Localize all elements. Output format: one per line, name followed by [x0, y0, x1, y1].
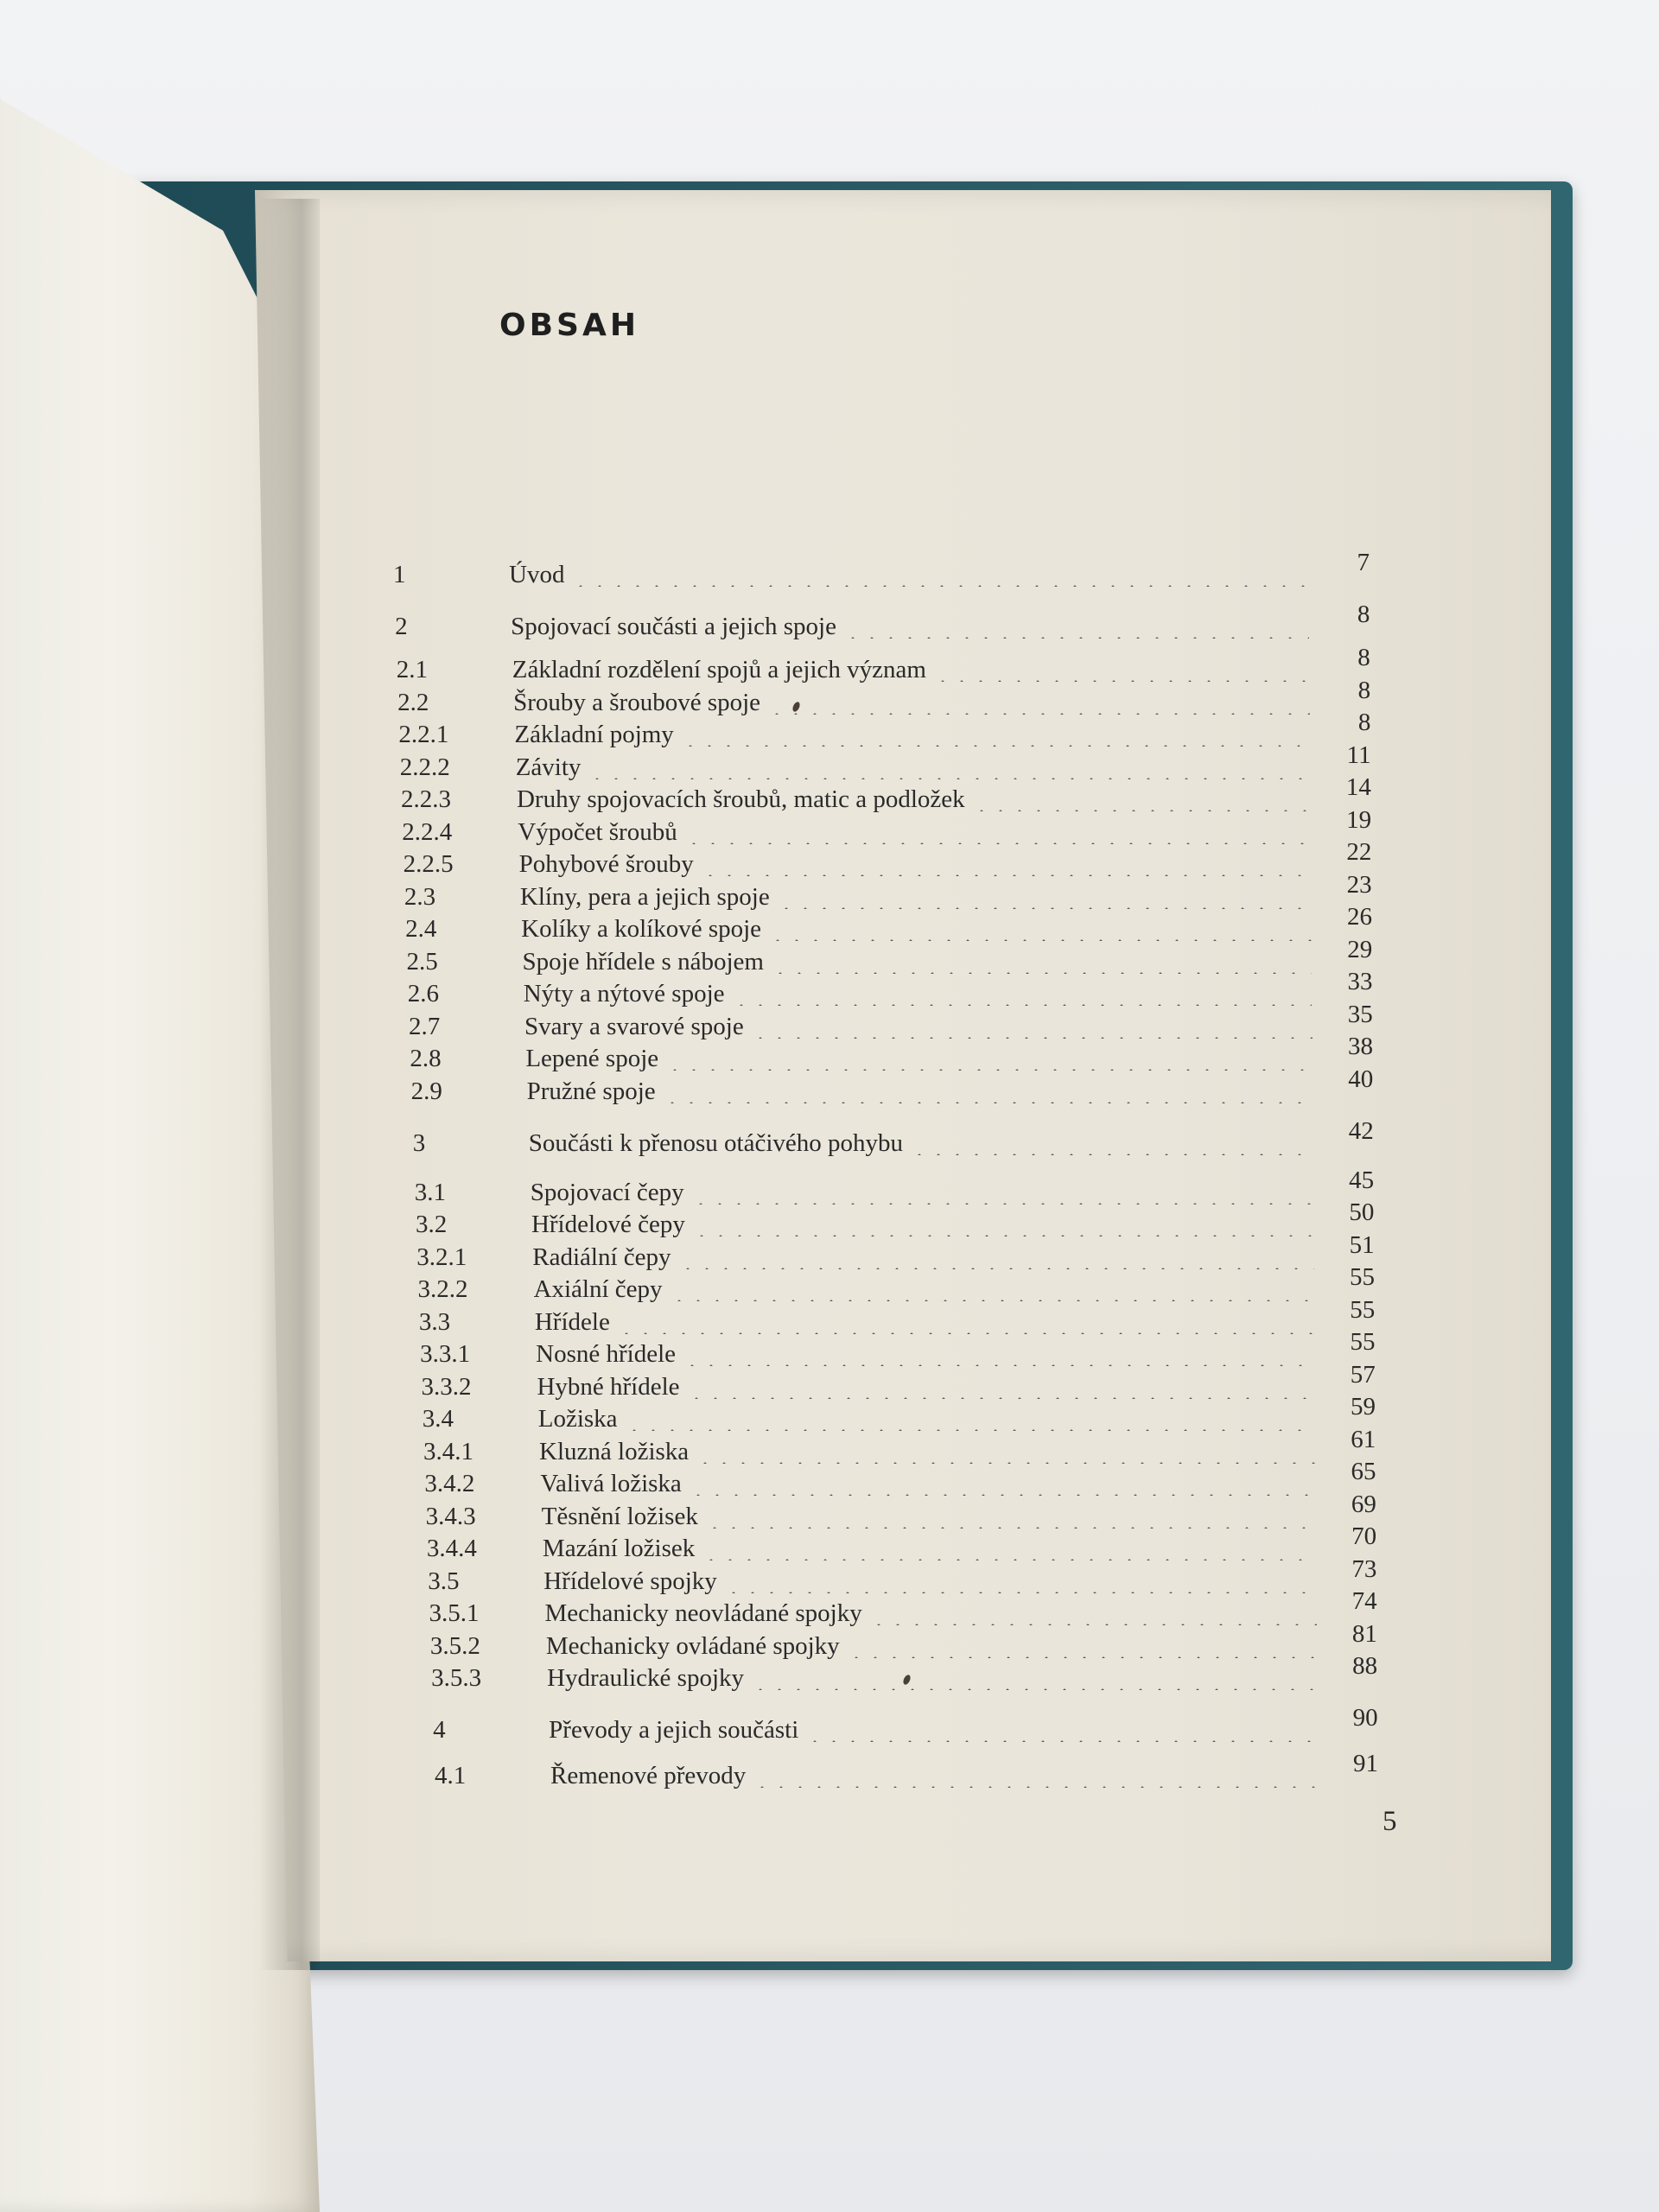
toc-number: 2.7	[409, 1013, 441, 1040]
leader-dots	[684, 842, 1311, 844]
toc-title: Hybné hřídele	[537, 1373, 680, 1401]
toc-page: 23	[1346, 871, 1372, 899]
leader-dots	[751, 1688, 1317, 1690]
toc-title: Těsnění ložisek	[541, 1503, 698, 1530]
toc-row	[393, 549, 1370, 592]
toc-number: 3	[412, 1129, 426, 1157]
leader-dots	[933, 680, 1310, 682]
toc-row	[425, 1491, 1376, 1534]
toc-title: Spojovací součásti a jejich spoje	[511, 613, 836, 640]
toc-title: Axiální čepy	[533, 1275, 663, 1303]
leader-dots	[768, 939, 1312, 941]
toc-row	[421, 1361, 1376, 1404]
toc-title: Závity	[515, 753, 582, 781]
leader-dots	[683, 1364, 1314, 1366]
toc-title: Radiální čepy	[532, 1243, 671, 1271]
toc-row	[397, 677, 1371, 720]
toc-page: 35	[1347, 1001, 1373, 1028]
toc-page: 8	[1357, 644, 1370, 671]
toc-title: Valivá ložiska	[540, 1470, 682, 1497]
toc-row	[404, 871, 1372, 914]
toc-title: Hydraulické spojky	[547, 1664, 745, 1692]
toc-row	[395, 601, 1370, 644]
toc-page: 8	[1357, 601, 1370, 628]
toc-row	[405, 903, 1372, 946]
toc-title: Kolíky a kolíkové spoje	[521, 915, 762, 943]
toc-page: 70	[1351, 1522, 1377, 1550]
leader-dots	[910, 1154, 1313, 1155]
leader-dots	[847, 1656, 1317, 1658]
toc-page: 8	[1357, 677, 1371, 704]
toc-page: 11	[1346, 741, 1371, 769]
toc-title: Mazání ložisek	[542, 1535, 696, 1562]
toc-page: 74	[1351, 1587, 1377, 1615]
gutter-shadow	[259, 199, 320, 1970]
toc-page: 40	[1348, 1065, 1374, 1093]
toc-title: Druhy spojovacích šroubů, matic a podložek	[516, 785, 965, 813]
toc-title: Nosné hřídele	[536, 1340, 677, 1368]
toc-title: Mechanicky neovládané spojky	[544, 1599, 862, 1627]
toc-title: Základní rozdělení spojů a jejich význam	[512, 656, 926, 683]
toc-row	[433, 1704, 1378, 1747]
leader-dots	[689, 1494, 1316, 1496]
toc-page: 55	[1350, 1328, 1376, 1356]
toc-page: 91	[1353, 1750, 1378, 1777]
toc-title: Základní pojmy	[514, 721, 674, 748]
leader-dots	[972, 810, 1311, 811]
toc-page: 8	[1357, 709, 1371, 736]
leader-dots	[687, 1397, 1315, 1399]
toc-page: 88	[1352, 1652, 1378, 1680]
toc-page: 61	[1351, 1426, 1376, 1453]
toc-title: Svary a svarové spoje	[524, 1013, 744, 1040]
toc-title: Šrouby a šroubové spoje	[513, 689, 761, 716]
toc-title: Hřídelové spojky	[543, 1567, 717, 1595]
leader-dots	[696, 1462, 1315, 1464]
toc-title: Výpočet šroubů	[518, 818, 677, 846]
toc-page: 59	[1351, 1393, 1376, 1421]
toc-row	[396, 644, 1370, 687]
toc-row	[429, 1620, 1377, 1663]
toc-page: 7	[1357, 549, 1370, 576]
toc-title: Součásti k přenosu otáčivého pohybu	[528, 1129, 904, 1157]
toc-number: 1	[393, 561, 406, 588]
toc-number: 3.4.1	[423, 1438, 474, 1465]
toc-number: 2.2.5	[403, 850, 454, 878]
toc-row	[398, 709, 1371, 752]
toc-title: Spoje hřídele s nábojem	[522, 948, 764, 976]
toc-number: 3.3.1	[420, 1340, 471, 1368]
leader-dots	[751, 1037, 1313, 1039]
leader-dots	[678, 1268, 1314, 1269]
toc-page: 55	[1349, 1263, 1375, 1291]
toc-number: 4	[433, 1716, 446, 1744]
toc-row	[415, 1198, 1375, 1242]
toc-page: 51	[1349, 1231, 1375, 1259]
toc-page: 69	[1351, 1491, 1376, 1518]
toc-page: 57	[1350, 1361, 1376, 1389]
toc-number: 2.5	[406, 948, 438, 976]
toc-row	[403, 838, 1372, 881]
toc-title: Hřídelové čepy	[531, 1211, 685, 1238]
toc-row	[406, 936, 1373, 979]
toc-number: 2.8	[410, 1045, 442, 1072]
toc-row	[424, 1458, 1376, 1501]
toc-page: 33	[1347, 968, 1373, 995]
leader-dots	[663, 1102, 1313, 1103]
leader-dots	[701, 874, 1312, 876]
leader-dots	[705, 1527, 1316, 1529]
toc-number: 2.3	[404, 883, 436, 911]
toc-title: Lepené spoje	[525, 1045, 659, 1072]
leader-dots	[767, 713, 1310, 715]
toc-row	[420, 1328, 1376, 1371]
toc-number: 3.5	[428, 1567, 460, 1595]
toc-number: 3.2.1	[416, 1243, 467, 1271]
toc-page: 90	[1352, 1704, 1378, 1732]
toc-row	[407, 968, 1373, 1011]
toc-title: Pohybové šrouby	[518, 850, 694, 878]
toc-number: 2.2.1	[398, 721, 449, 748]
toc-row	[429, 1587, 1377, 1630]
toc-row	[399, 741, 1371, 785]
toc-number: 2.2.4	[402, 818, 453, 846]
toc-row	[409, 1001, 1373, 1044]
toc-number: 3.4.4	[426, 1535, 477, 1562]
toc-row	[400, 773, 1371, 817]
toc-number: 2.2	[397, 689, 429, 716]
toc-title: Klíny, pera a jejich spoje	[519, 883, 770, 911]
toc-row	[423, 1426, 1376, 1469]
toc-title: Řemenové převody	[550, 1762, 747, 1789]
toc-number: 3.3	[418, 1308, 451, 1336]
toc-page: 42	[1348, 1117, 1374, 1145]
toc-row	[410, 1033, 1374, 1076]
leader-dots	[691, 1203, 1313, 1205]
leader-dots	[617, 1332, 1314, 1334]
toc-row	[412, 1117, 1374, 1160]
toc-number: 3.3.2	[421, 1373, 472, 1401]
toc-page: 19	[1346, 806, 1372, 834]
leader-dots	[625, 1429, 1315, 1431]
toc-number: 2.2.2	[399, 753, 450, 781]
leader-dots	[571, 585, 1309, 587]
toc-row	[414, 1166, 1375, 1210]
leader-dots	[670, 1300, 1314, 1301]
toc-title: Nýty a nýtové spoje	[523, 980, 725, 1007]
toc-number: 2.6	[407, 980, 439, 1007]
toc-number: 2.9	[410, 1077, 442, 1105]
toc-row	[426, 1522, 1377, 1566]
toc-title: Mechanicky ovládané spojky	[545, 1632, 840, 1660]
toc-number: 3.5.3	[431, 1664, 482, 1692]
toc-number: 2.2.3	[400, 785, 451, 813]
toc-number: 3.1	[414, 1179, 446, 1206]
toc-title: Úvod	[509, 561, 565, 588]
leader-dots	[692, 1235, 1313, 1236]
toc-page: 55	[1350, 1296, 1376, 1324]
toc-page: 73	[1351, 1555, 1377, 1583]
toc-number: 3.2.2	[417, 1275, 468, 1303]
toc-row	[435, 1750, 1378, 1793]
toc-number: 3.2	[415, 1211, 448, 1238]
leader-dots	[732, 1004, 1313, 1006]
toc-row	[418, 1296, 1376, 1339]
leader-dots	[777, 907, 1312, 909]
toc-title: Hřídele	[534, 1308, 610, 1336]
leader-dots	[753, 1786, 1318, 1788]
leader-dots	[771, 972, 1312, 974]
toc-page: 65	[1351, 1458, 1376, 1485]
page-number: 5	[1382, 1806, 1397, 1837]
toc-page: 29	[1347, 936, 1373, 963]
toc-number: 3.4.3	[425, 1503, 476, 1530]
leader-dots	[805, 1740, 1317, 1742]
toc-page: 14	[1345, 773, 1371, 801]
leader-dots	[843, 637, 1309, 639]
toc-number: 2.4	[405, 915, 437, 943]
toc-title: Převody a jejich součásti	[549, 1716, 799, 1744]
toc-row	[428, 1555, 1377, 1599]
toc-number: 3.5.1	[429, 1599, 480, 1627]
toc-row	[417, 1263, 1375, 1306]
toc-number: 3.4	[422, 1405, 454, 1433]
toc-title: Kluzná ložiska	[539, 1438, 690, 1465]
toc-row	[422, 1393, 1376, 1436]
leader-dots	[588, 778, 1310, 779]
leader-dots	[724, 1592, 1317, 1593]
toc-page: 50	[1349, 1198, 1375, 1226]
toc-number: 3.5.2	[429, 1632, 480, 1660]
toc-page: 38	[1348, 1033, 1374, 1060]
toc-title: Pružné spoje	[526, 1077, 656, 1105]
toc-title: Spojovací čepy	[530, 1179, 684, 1206]
toc-number: 4.1	[435, 1762, 467, 1789]
toc-number: 2	[395, 613, 408, 640]
page-title: OBSAH	[499, 308, 639, 343]
toc-number: 2.1	[396, 656, 429, 683]
leader-dots	[665, 1069, 1313, 1071]
leader-dots	[702, 1559, 1316, 1560]
leader-dots	[681, 745, 1311, 747]
toc-page: 26	[1346, 903, 1372, 931]
leader-dots	[869, 1624, 1317, 1625]
toc-row	[402, 806, 1372, 849]
toc-page: 22	[1346, 838, 1372, 866]
toc-page: 81	[1351, 1620, 1377, 1648]
toc-page: 45	[1349, 1166, 1375, 1194]
toc-row	[410, 1065, 1374, 1109]
toc-title: Ložiska	[537, 1405, 618, 1433]
toc-number: 3.4.2	[424, 1470, 475, 1497]
toc-row	[416, 1231, 1375, 1274]
